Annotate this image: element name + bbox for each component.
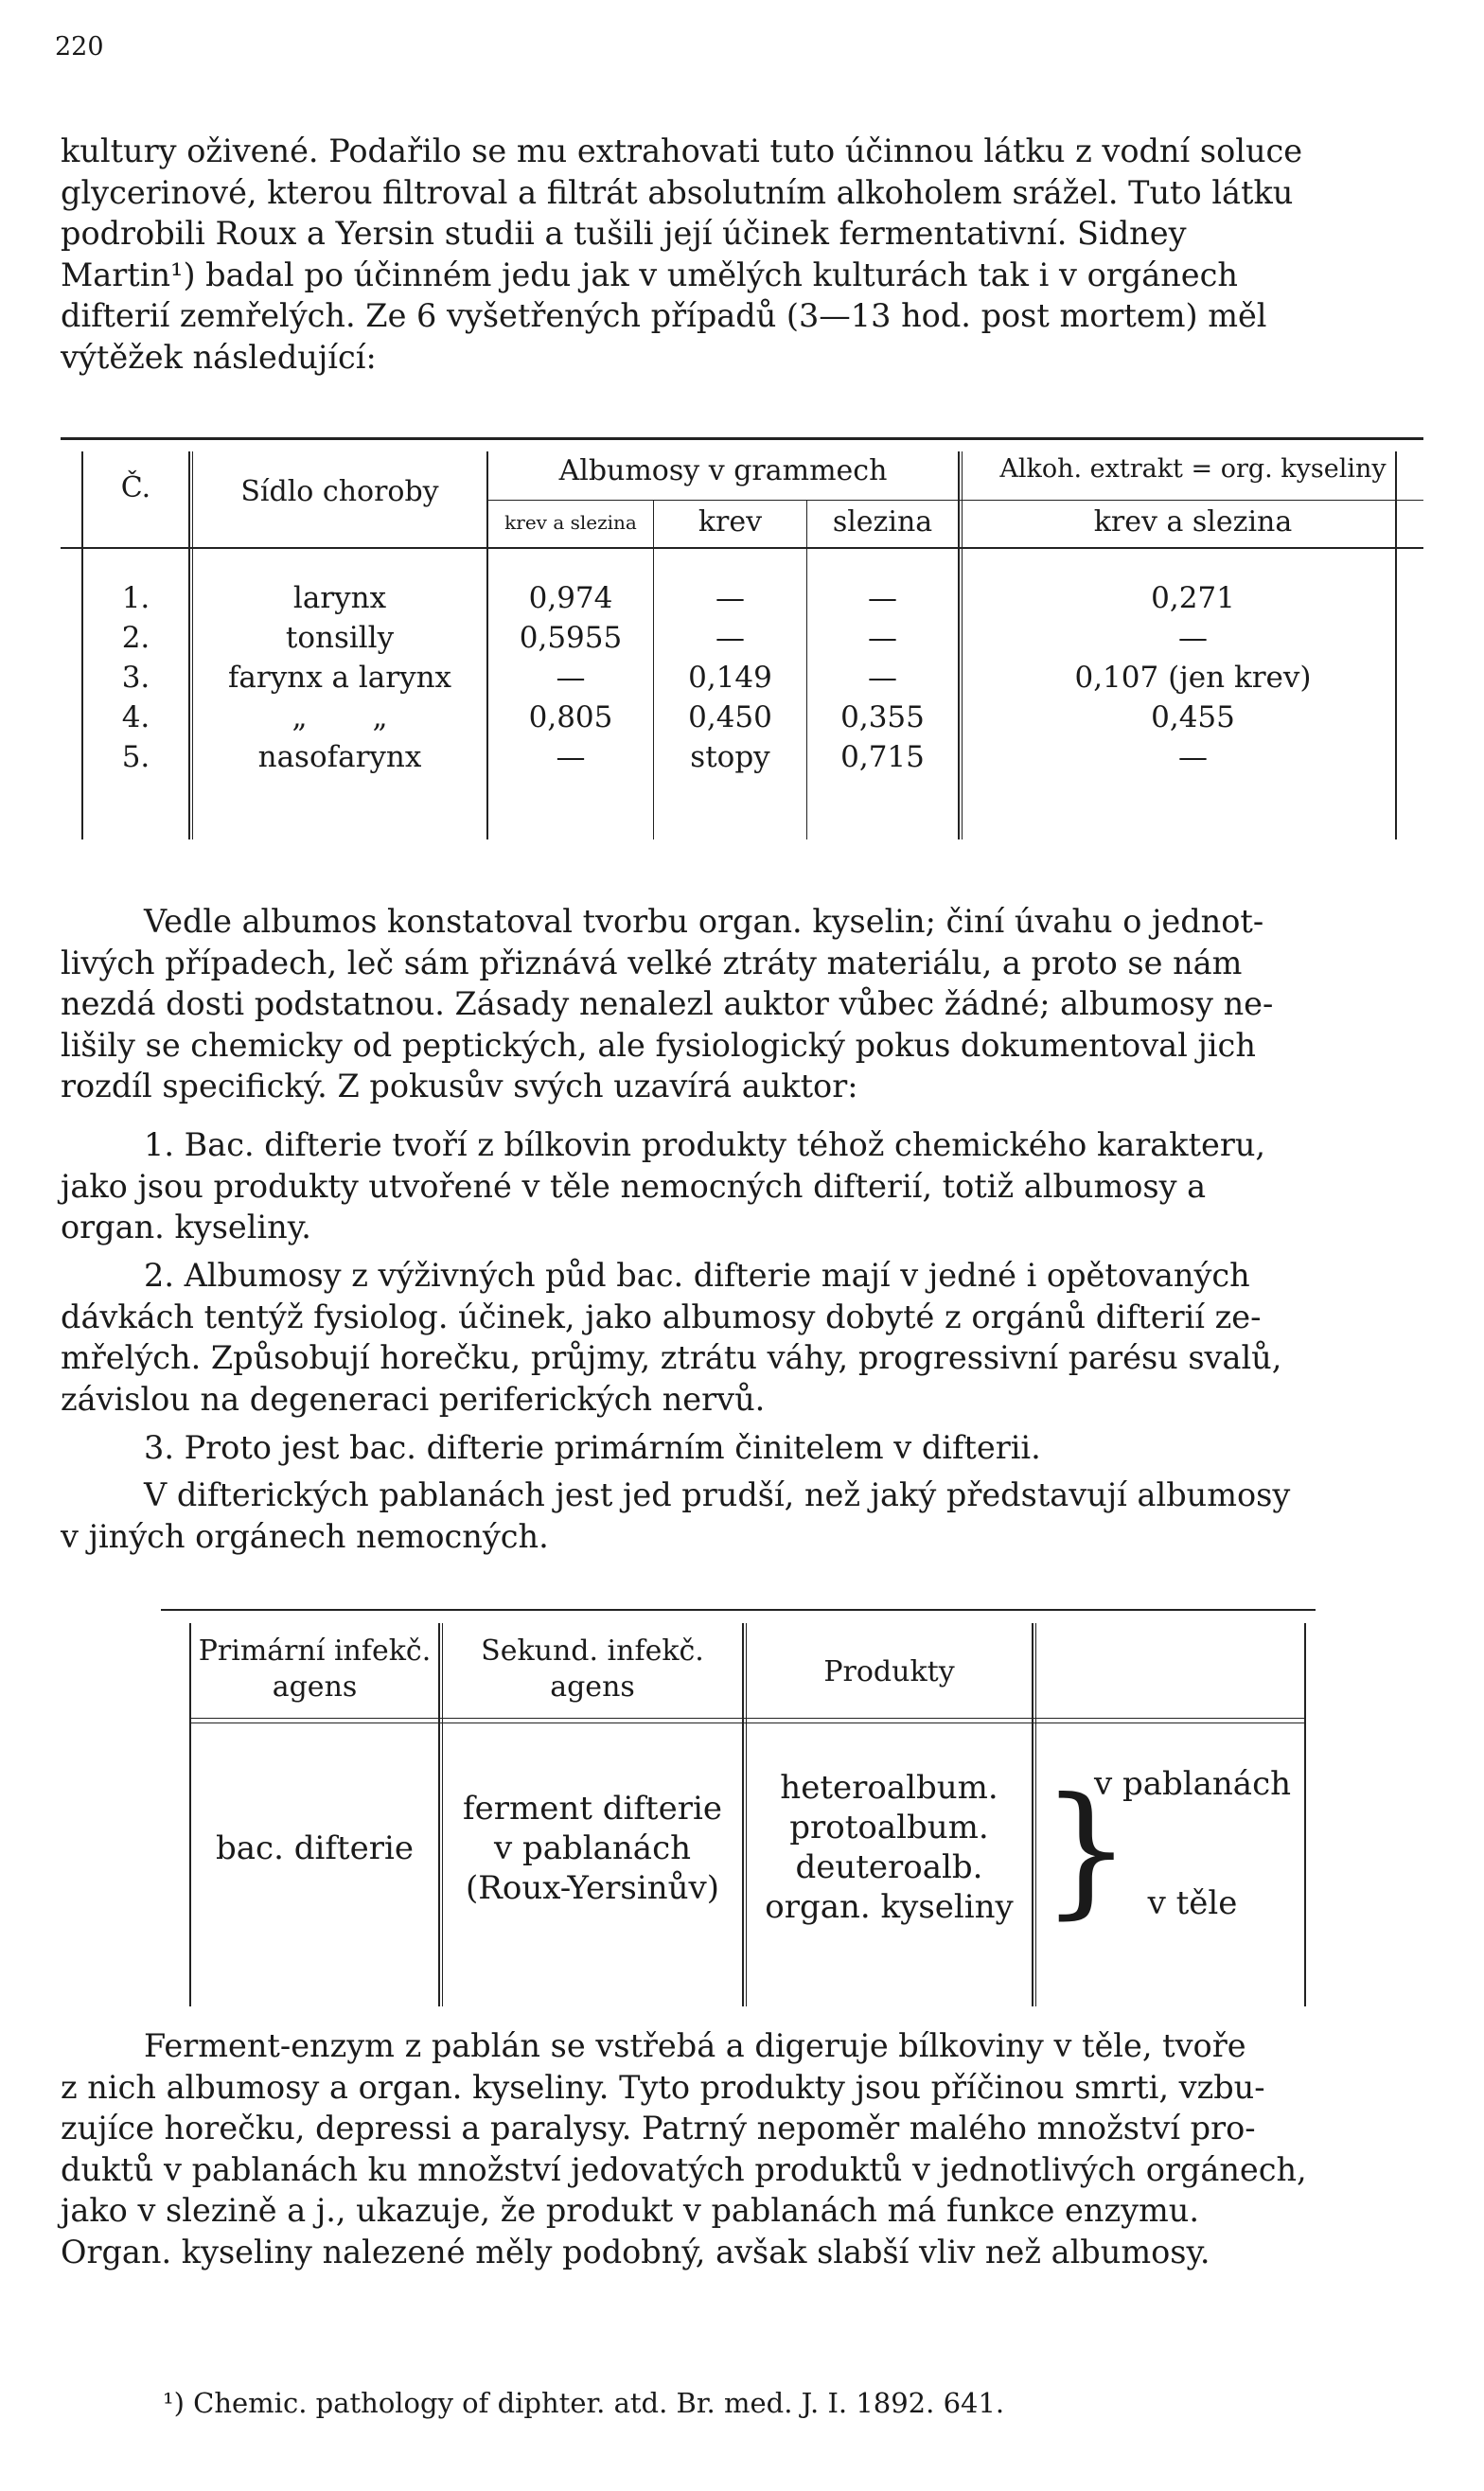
row-seat-ditto: „ „ [292,700,388,734]
page-number: 220 [55,32,104,62]
location-body: v těle [1147,1884,1238,1922]
text-line: kultury oživené. Podařilo se mu extrahovati tuto účinnou látku z vodní soluce [61,132,1303,169]
secondary-agent [443,1789,742,1908]
row-seat: farynx a larynx [227,661,452,695]
header-primary-agent [191,1634,438,1705]
row-value: 0,450 [688,700,772,734]
row-number: 5. [121,740,150,774]
header-line: agens [550,1670,635,1704]
paragraph-enzyme [61,2025,1423,2272]
header-line: agens [272,1670,358,1704]
row-value: — [716,581,745,615]
header-line: Sekund. infekč. [481,1634,704,1668]
text-line: Ferment-enzym z pablán se vstřebá a digeruje bílkoviny v těle, tvoře [144,2027,1246,2064]
cell-line: v pablanách [493,1829,692,1867]
text-line: v jiných orgánech nemocných. [61,1517,549,1555]
cell-line: ferment difterie [463,1790,722,1828]
albumose-table [61,437,1423,839]
cell-line: deuteroalb. [795,1848,983,1886]
text-line: Organ. kyseliny nalezené měly podobný, avšak slabší vliv než albumosy. [61,2233,1210,2270]
header-products: Produkty [823,1655,955,1688]
text-line: lišily se chemicky od peptických, ale fysiologický pokus dokumentoval jich [61,1026,1256,1064]
text-line: jako jsou produkty utvořené v těle nemocných difterií, totiž albumosy a [61,1167,1207,1205]
subheader-blood: krev [698,505,763,539]
cell-line: (Roux-Yersinův) [465,1869,719,1907]
text-line: 1. Bac. difterie tvoří z bílkovin produkty téhož chemického karakteru, [144,1126,1266,1163]
row-value: 0,974 [528,581,613,615]
row-value: stopy [690,740,770,774]
text-line: organ. kyseliny. [61,1209,311,1246]
row-value: 0,271 [1151,581,1235,615]
subheader-spleen: slezina [832,505,933,539]
infection-agents-table [161,1609,1316,2016]
header-albumoses: Albumosy v grammech [558,454,888,487]
row-value: 0,355 [840,700,925,734]
text-line: difterií zemřelých. Ze 6 vyšetřených případů (3—13 hod. post mortem) měl [61,297,1267,334]
text-line: rozdíl specifický. Z pokusův svých uzavírá auktor: [61,1068,858,1104]
row-value: — [868,621,897,655]
row-value: — [868,581,897,615]
cell-line: heteroalbum. [780,1769,998,1807]
header-alcohol-extract: Alkoh. extrakt = org. kyseliny [999,454,1387,484]
subheader-alcohol-blood-spleen: krev a slezina [1093,505,1293,539]
text-line: nezdá dosti podstatnou. Zásady nenalezl auktor vůbec žádné; albumosy ne- [61,985,1274,1022]
row-value: 0,149 [688,661,772,695]
row-value: — [556,740,586,774]
row-value: — [1178,740,1208,774]
row-seat: larynx [292,581,387,615]
row-number: 3. [121,661,150,695]
paragraph-membranes [61,1475,1423,1557]
cell-line: organ. kyseliny [765,1888,1014,1926]
conclusion-item-3 [61,1427,1423,1469]
text-line: V difterických pablanách jest jed prudší, než jaký představují albumosy [144,1476,1291,1513]
conclusion-item-1 [61,1124,1423,1248]
header-seat: Sídlo choroby [240,475,439,508]
row-seat: tonsilly [285,621,395,655]
row-number: 1. [121,581,150,615]
text-line: duktů v pablanách ku množství jedovatých produktů v jednotlivých orgánech, [61,2150,1307,2188]
row-value: 0,805 [528,700,613,734]
text-line: glycerinové, kterou filtroval a filtrát absolutním alkoholem srážel. Tuto látku [61,173,1294,211]
paragraph-discussion [61,901,1423,1107]
header-secondary-agent [443,1634,742,1705]
conclusion-item-2 [61,1255,1423,1420]
location-membranes: v pablanách [1093,1765,1292,1803]
footnote: ¹) Chemic. pathology of diphter. atd. Br. med. J. I. 1892. 641. [163,2387,1005,2419]
primary-agent: bac. difterie [216,1829,414,1867]
row-value: 0,455 [1151,700,1235,734]
text-line: dávkách tentýž fysiolog. účinek, jako albumosy dobyté z orgánů difterií ze- [61,1298,1262,1335]
text-line: zujíce horečku, depressi a paralysy. Patrný nepoměr malého množství pro- [61,2110,1256,2146]
row-value: — [716,621,745,655]
text-line: závislou na degeneraci periferických nervů. [61,1380,766,1418]
text-line: výtěžek následující: [61,338,377,376]
text-line: Martin¹) badal po účinném jedu jak v umělých kulturách tak i v orgánech [61,256,1238,293]
text-line: Vedle albumos konstatoval tvorbu organ. kyselin; činí úvahu o jednot- [144,903,1264,940]
cell-line: protoalbum. [789,1809,989,1846]
text-line: jako v slezině a j., ukazuje, že produkt v pablanách má funkce enzymu. [61,2192,1200,2229]
text-line: mřelých. Způsobují horečku, průjmy, ztrátu váhy, progressivní parésu svalů, [61,1339,1282,1376]
row-value: 0,715 [840,740,925,774]
text-line: podrobili Roux a Yersin studii a tušili její účinek fermentativní. Sidney [61,215,1187,252]
row-value: 0,107 (jen krev) [1074,661,1312,695]
products-list [747,1768,1032,1927]
row-number: 4. [121,700,150,734]
header-line: Primární infekč. [198,1634,432,1668]
row-number: 2. [121,621,150,655]
subheader-blood-spleen: krev a slezina [504,511,637,534]
paragraph-intro [61,131,1423,378]
text-line: livých případech, leč sám přiznává velké ztráty materiálu, a proto se nám [61,944,1243,981]
row-value: — [556,661,586,695]
text-line: z nich albumosy a organ. kyseliny. Tyto produkty jsou příčinou smrti, vzbu- [61,2068,1265,2106]
brace-icon: } [1041,1768,1132,1933]
row-value: 0,5955 [519,621,623,655]
text-line: 2. Albumosy z výživných půd bac. difterie mají v jedné i opětovaných [144,1257,1250,1294]
row-value: — [1178,621,1208,655]
header-number: Č. [120,471,151,504]
text-line: 3. Proto jest bac. difterie primárním činitelem v difterii. [144,1429,1041,1466]
row-seat: nasofarynx [257,740,422,774]
row-value: — [868,661,897,695]
